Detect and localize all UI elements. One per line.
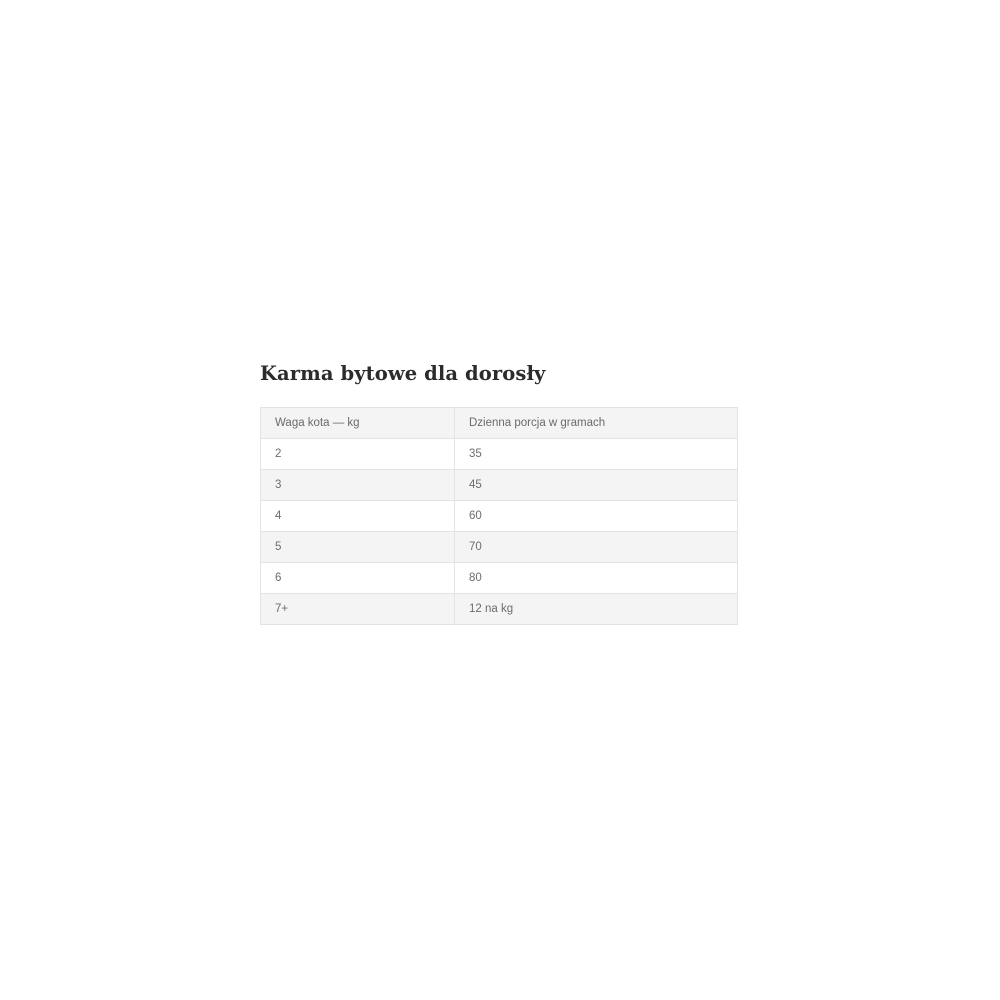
table-row [261,439,738,470]
table-row [261,501,738,532]
cell-weight: 5 [261,532,455,563]
cell-weight: 3 [261,470,455,501]
cell-portion: 12 na kg [455,594,738,625]
column-header-portion: Dzienna porcja w gramach [455,408,738,439]
table-header-row [261,408,738,439]
table-row [261,470,738,501]
column-header-weight: Waga kota — kg [261,408,455,439]
table-row [261,563,738,594]
cell-weight: 2 [261,439,455,470]
document-content [260,362,738,625]
table-header [261,408,738,439]
cell-portion: 35 [455,439,738,470]
table-row [261,532,738,563]
cell-portion: 60 [455,501,738,532]
cell-weight: 7+ [261,594,455,625]
cell-portion: 45 [455,470,738,501]
cell-weight: 4 [261,501,455,532]
cell-weight: 6 [261,563,455,594]
table-body [261,439,738,625]
cell-portion: 80 [455,563,738,594]
page-title: Karma bytowe dla dorosły [260,362,546,385]
table-row [261,594,738,625]
feeding-guide-table [260,407,738,625]
cell-portion: 70 [455,532,738,563]
